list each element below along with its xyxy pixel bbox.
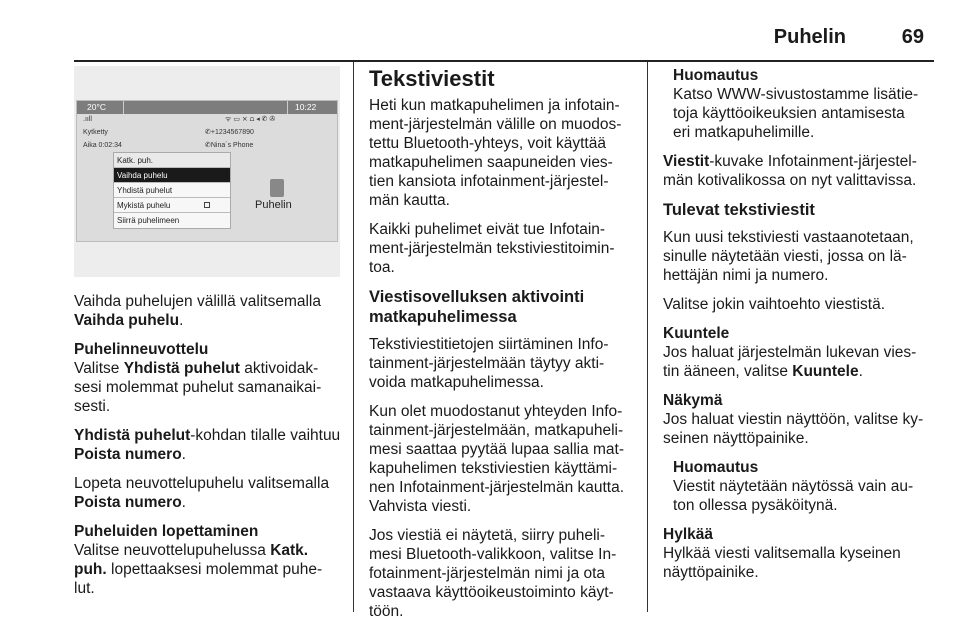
text: . [179,312,184,329]
heading-activate-messaging [369,287,639,327]
text: sinulle näytetään viesti, jossa on lä- [663,248,907,265]
text: lut. [74,580,95,597]
text: män kotivalikossa on nyt valittavissa. [663,172,917,189]
text: . [181,494,186,511]
paragraph [663,544,933,582]
text: -kuvake Infotainment-järjestel- [709,153,917,170]
menu-item-merge-calls[interactable]: Yhdistä puhelut [114,183,230,198]
text: Vahvista viesti. [369,498,472,515]
text: Tekstiviestitietojen siirtäminen Info- [369,336,609,353]
ui-term: Poista numero [74,446,182,463]
paragraph: Valitse jokin vaihtoehto viestistä. [663,296,885,313]
text: Lopeta neuvottelupuhelu valitsemalla [74,475,330,492]
text: sesi molemmat puhelut samanaikai- [74,379,322,396]
heading-conference-call: Puhelinneuvottelu [74,341,209,358]
text: matkapuhelimessa [369,308,517,326]
checkbox-icon[interactable] [204,202,210,208]
column-2 [369,66,639,631]
ui-term: Vaihda puhelu [74,312,180,329]
infotainment-screen-figure [74,66,340,277]
text: aktivoidak- [244,360,319,377]
text: tettu Bluetooth-yhteys, voit käyttää [369,135,606,152]
phone-device: ✆Nina´s Phone [205,142,254,149]
caller-number: ✆+1234567890 [205,129,254,136]
text: Viestisovelluksen aktivointi [369,288,585,306]
column-3 [663,66,933,592]
call-menu [113,152,231,229]
text: Viestit näytetään näytössä vain au- [673,478,914,495]
menu-item-mute-call[interactable] [114,198,230,213]
text: nen Infotainment-järjestelmän kautta. [369,479,625,496]
text: Kaikki puhelimet eivät tue Infotain- [369,221,606,238]
text: Jos viestiä ei näytetä, siirry puheli- [369,527,606,544]
paragraph [663,343,933,381]
paragraph [74,541,344,598]
paragraph [74,292,344,330]
heading-reject: Hylkää [663,526,713,543]
paragraph [663,152,933,190]
page-title: Puhelin [773,26,846,48]
text: mesi Bluetooth-valikkoon, valitse In- [369,546,617,563]
text: ton ollessa pysäköitynä. [673,497,838,514]
text: Kun uusi tekstiviesti vastaanotetaan, [663,229,914,246]
text: . [181,446,186,463]
page-number: 69 [901,26,924,48]
signal-icon: .ııll [83,116,92,123]
text: tien kansiota infotainment-järjestel- [369,173,609,190]
text: -kohdan tilalle vaihtuu [190,427,341,444]
text: Valitse [74,360,120,377]
note-box [663,66,933,142]
text: mesi saattaa pyytää lupaa sallia mat- [369,441,625,458]
screen-status-row [77,115,337,125]
text: fotainment-järjestelmän nimi ja ota [369,565,606,582]
status-icons: ᯤ ▭ ⨯ ⩍ ◂ ✆ ✇ [225,116,276,123]
text: töön. [369,603,404,620]
text: kapuhelimen tekstiviestien käyttämi- [369,460,618,477]
text: näyttöpainike. [663,564,759,581]
text: toja käyttöoikeuksien antamisesta [673,105,905,122]
column-divider-2 [647,62,648,612]
text: seinen näyttöpainike. [663,430,809,447]
text: ment-järjestelmän välille on muodos- [369,116,622,133]
note-box [663,458,933,515]
heading-incoming-messages: Tulevat tekstiviestit [663,201,815,219]
text: Jos haluat järjestelmän lukevan vies- [663,344,917,361]
menu-item-end-call[interactable]: Katk. puh. [114,153,230,168]
paragraph [663,228,933,285]
heading-text-messages: Tekstiviestit [369,66,495,91]
text: Valitse neuvottelupuhelussa [74,542,266,559]
ui-term: Yhdistä puhelut [74,427,191,444]
text: toa. [369,259,395,276]
text: lopettaaksesi molemmat puhe- [111,561,323,578]
ui-term: Katk. [270,542,309,559]
text: Hylkää viesti valitsemalla kyseinen [663,545,901,562]
paragraph [663,410,933,448]
text: Vaihda puhelujen välillä valitsemalla [74,293,322,310]
page-header [0,26,960,56]
note-title: Huomautus [673,459,759,476]
ui-term: puh. [74,561,107,578]
text: vastaava käyttöoikeustoiminto käyt- [369,584,614,601]
text: Heti kun matkapuhelimen ja infotain- [369,97,620,114]
ui-term: Poista numero [74,494,182,511]
column-1 [74,292,344,608]
infotainment-screen [76,100,338,242]
text: tainment-järjestelmään täytyy akti- [369,355,605,372]
phone-app-label: Puhelin [255,199,292,211]
paragraph [369,402,639,516]
text: tainment-järjestelmään, matkapuheli- [369,422,624,439]
heading-view: Näkymä [663,392,723,409]
ui-term: Viestit [663,153,710,170]
text: Katso WWW-sivustostamme lisätie- [673,86,919,103]
menu-item-transfer-to-phone[interactable]: Siirrä puhelimeen [117,216,180,225]
text: eri matkapuhelimille. [673,124,815,141]
phone-app-icon[interactable] [270,179,284,197]
text: . [858,363,863,380]
screen-topbar [77,101,337,114]
text: Jos haluat viestin näyttöön, valitse ky- [663,411,924,428]
paragraph [369,96,639,210]
text: tin ääneen, valitse [663,363,788,380]
topbar-divider [287,101,288,114]
text: Kun olet muodostanut yhteyden Info- [369,403,623,420]
paragraph [369,526,639,621]
text: sesti. [74,398,111,415]
column-divider-1 [353,62,354,612]
paragraph [74,474,344,512]
temperature: 20°C [87,102,106,112]
text: hettäjän nimi ja numero. [663,267,829,284]
text: matkapuhelimen saapuneiden vies- [369,154,613,171]
topbar-divider [123,101,124,114]
menu-item-mute-label: Mykistä puhelu [117,201,171,210]
note-title: Huomautus [673,67,759,84]
paragraph [74,359,344,416]
ui-term: Yhdistä puhelut [123,360,240,377]
call-time: Aika 0:02:34 [83,142,122,149]
menu-item-swap-call[interactable]: Vaihda puhelu [114,168,230,183]
ui-term: Kuuntele [792,363,859,380]
paragraph [369,220,639,277]
text: voida matkapuhelimessa. [369,374,544,391]
heading-listen: Kuuntele [663,325,730,342]
text: män kautta. [369,192,450,209]
call-status: Kytketty [83,129,108,136]
paragraph [74,426,344,464]
heading-ending-calls: Puheluiden lopettaminen [74,523,259,540]
header-rule [74,60,934,62]
paragraph [369,335,639,392]
text: ment-järjestelmän tekstiviestitoimin- [369,240,615,257]
clock: 10:22 [295,102,317,112]
